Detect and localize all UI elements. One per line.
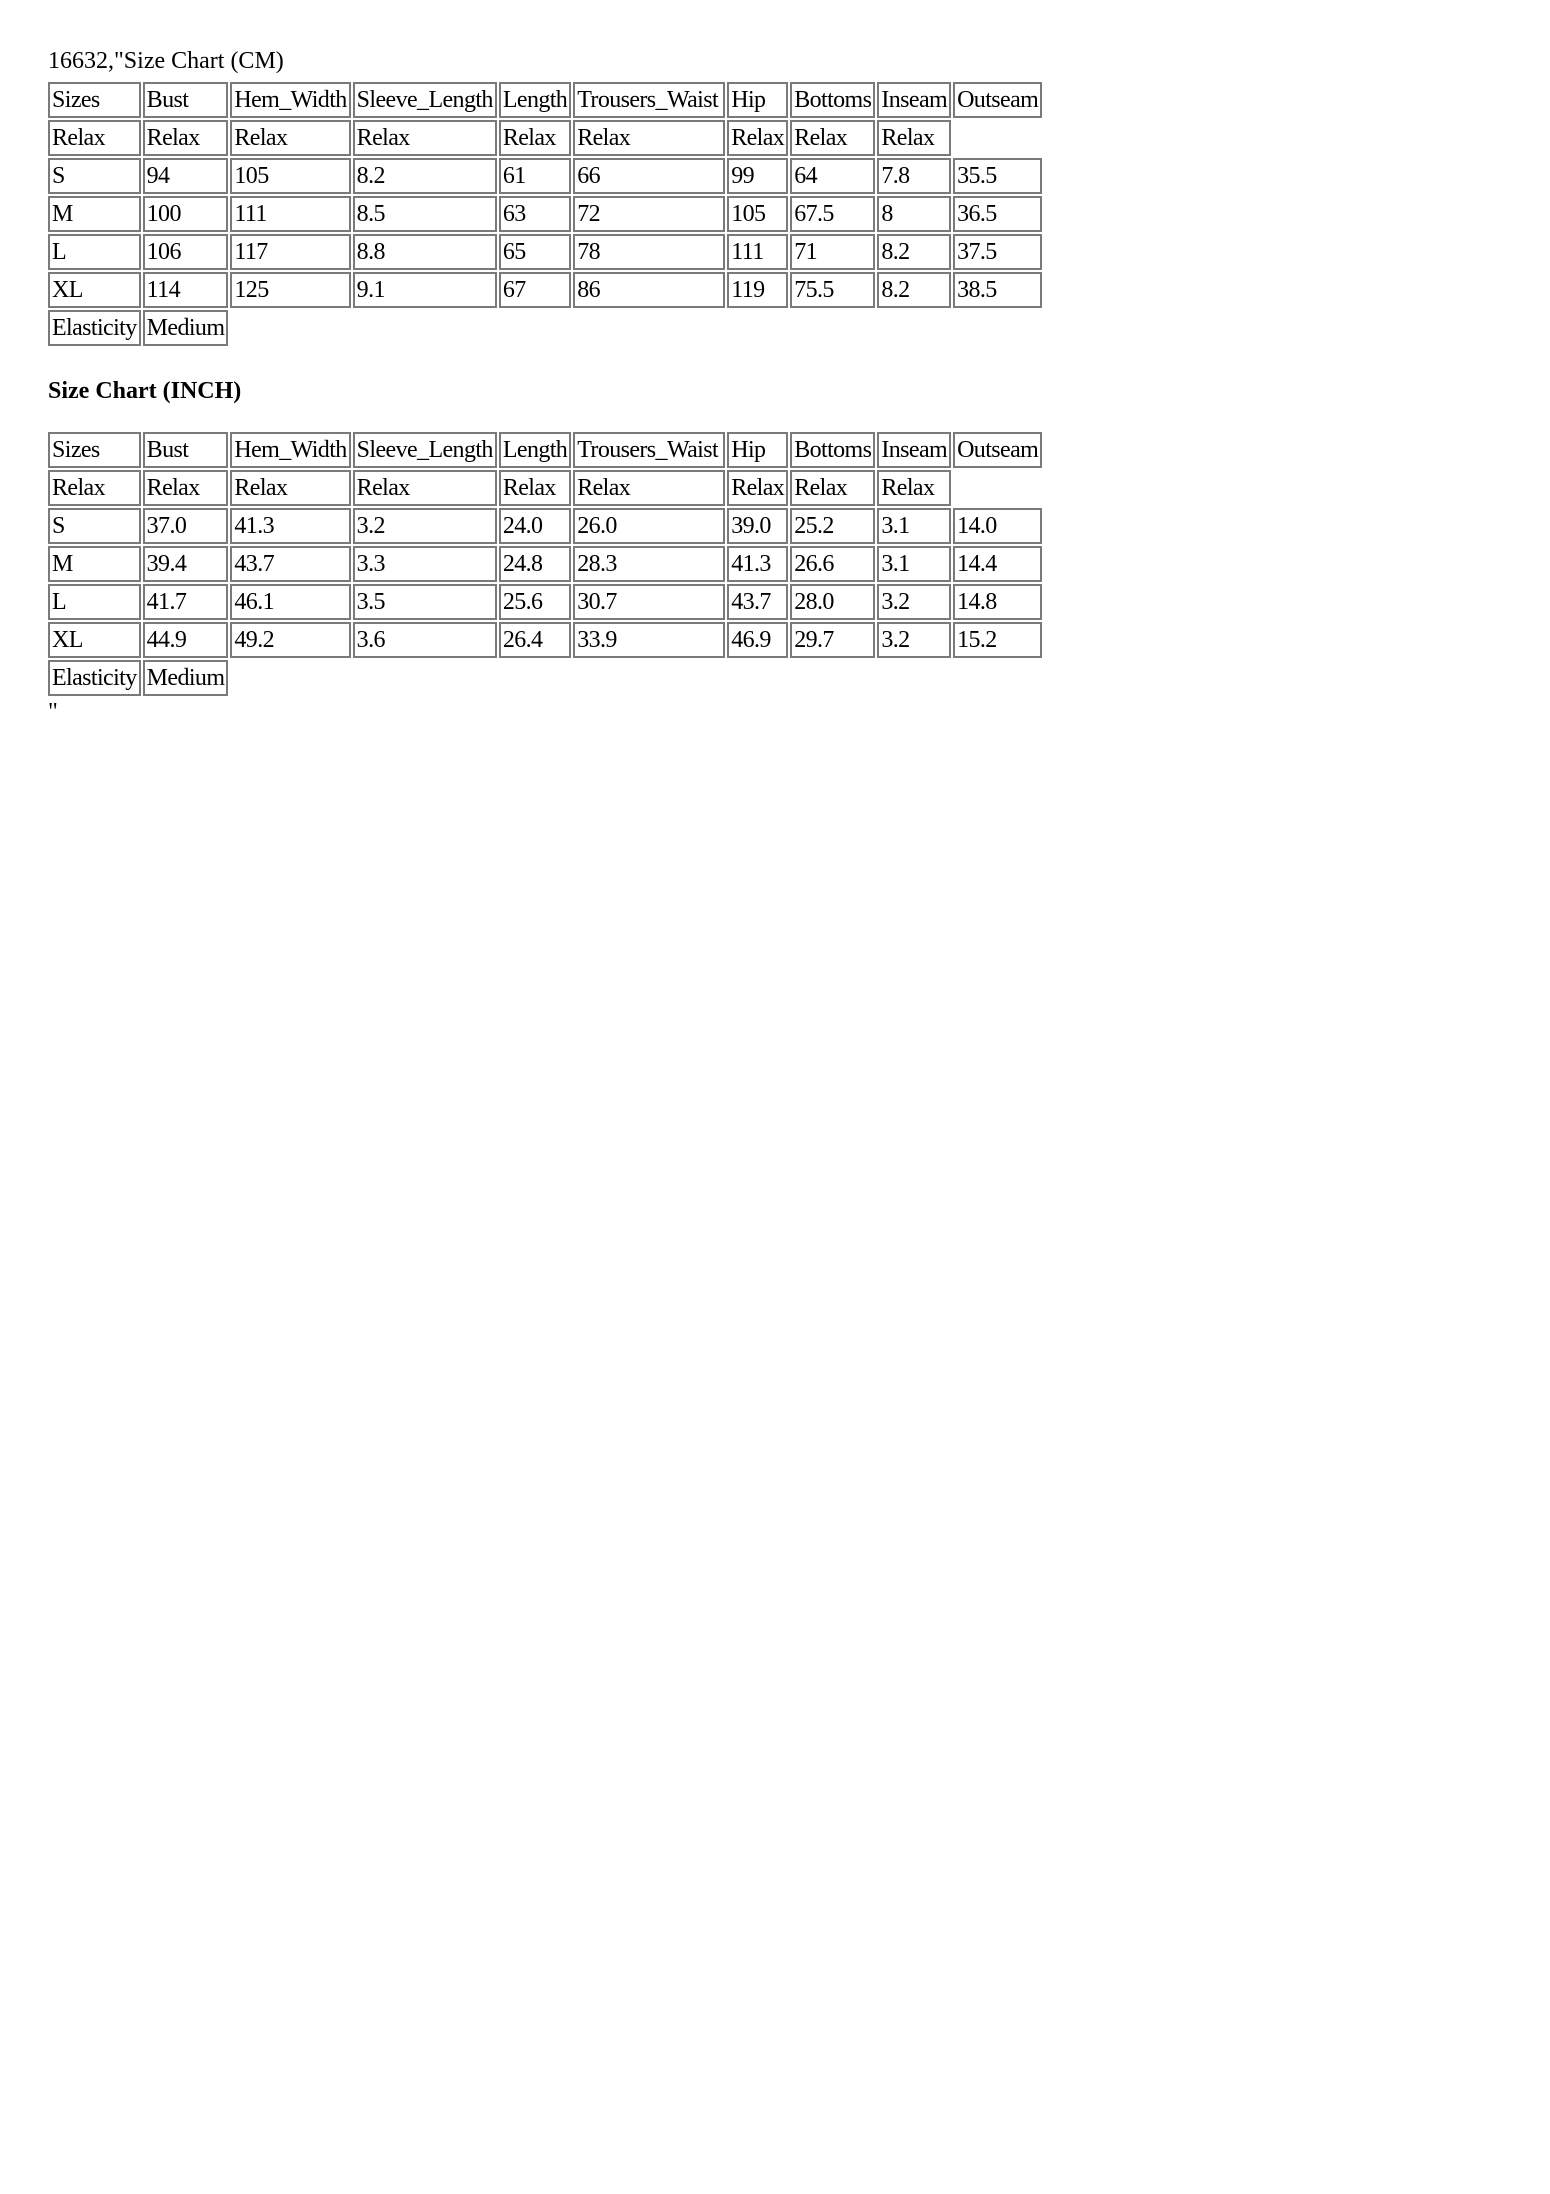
- value-cell: 8.2: [877, 272, 951, 308]
- value-cell: 67.5: [790, 196, 875, 232]
- value-cell: 29.7: [790, 622, 875, 658]
- header-cell: Inseam: [877, 82, 951, 118]
- value-cell: 7.8: [877, 158, 951, 194]
- table-row: [48, 584, 1042, 620]
- relax-row: [48, 470, 1042, 506]
- size-label-cell: XL: [48, 272, 141, 308]
- relax-cell: Relax: [877, 120, 951, 156]
- value-cell: 26.0: [573, 508, 725, 544]
- elasticity-value-cell: Medium: [143, 660, 229, 696]
- size-label-cell: S: [48, 158, 141, 194]
- value-cell: 43.7: [727, 584, 788, 620]
- relax-cell: Relax: [48, 120, 141, 156]
- value-cell: 35.5: [953, 158, 1042, 194]
- value-cell: 30.7: [573, 584, 725, 620]
- header-cell: Length: [499, 82, 571, 118]
- value-cell: 41.3: [230, 508, 350, 544]
- relax-cell: Relax: [790, 470, 875, 506]
- value-cell: 25.6: [499, 584, 571, 620]
- header-cell: Hip: [727, 82, 788, 118]
- elasticity-row: [48, 310, 1042, 346]
- empty-cell: [953, 120, 1042, 156]
- header-row: [48, 432, 1042, 468]
- empty-cell: [953, 470, 1042, 506]
- size-label-cell: M: [48, 546, 141, 582]
- value-cell: 3.6: [353, 622, 497, 658]
- value-cell: 99: [727, 158, 788, 194]
- table-row: [48, 508, 1042, 544]
- value-cell: 105: [727, 196, 788, 232]
- value-cell: 46.1: [230, 584, 350, 620]
- value-cell: 14.4: [953, 546, 1042, 582]
- value-cell: 67: [499, 272, 571, 308]
- header-cell: Sizes: [48, 432, 141, 468]
- value-cell: 33.9: [573, 622, 725, 658]
- value-cell: 3.2: [353, 508, 497, 544]
- value-cell: 94: [143, 158, 229, 194]
- value-cell: 36.5: [953, 196, 1042, 232]
- value-cell: 28.0: [790, 584, 875, 620]
- header-cell: Bust: [143, 82, 229, 118]
- value-cell: 8.8: [353, 234, 497, 270]
- value-cell: 8.5: [353, 196, 497, 232]
- value-cell: 37.5: [953, 234, 1042, 270]
- relax-cell: Relax: [143, 120, 229, 156]
- value-cell: 3.1: [877, 546, 951, 582]
- intro-text: 16632,"Size Chart (CM): [48, 48, 284, 74]
- size-chart-inch-body: [48, 432, 1042, 696]
- size-label-cell: M: [48, 196, 141, 232]
- value-cell: 86: [573, 272, 725, 308]
- header-cell: Sleeve_Length: [353, 82, 497, 118]
- relax-cell: Relax: [353, 120, 497, 156]
- value-cell: 3.2: [877, 584, 951, 620]
- size-chart-cm-body: [48, 82, 1042, 346]
- relax-cell: Relax: [143, 470, 229, 506]
- value-cell: 61: [499, 158, 571, 194]
- elasticity-label-cell: Elasticity: [48, 310, 141, 346]
- relax-cell: Relax: [573, 470, 725, 506]
- value-cell: 125: [230, 272, 350, 308]
- header-cell: Bust: [143, 432, 229, 468]
- value-cell: 26.6: [790, 546, 875, 582]
- header-cell: Trousers_Waist: [573, 432, 725, 468]
- header-cell: Hem_Width: [230, 432, 350, 468]
- elasticity-row: [48, 660, 1042, 696]
- value-cell: 8.2: [353, 158, 497, 194]
- value-cell: 66: [573, 158, 725, 194]
- value-cell: 3.2: [877, 622, 951, 658]
- header-cell: Inseam: [877, 432, 951, 468]
- value-cell: 75.5: [790, 272, 875, 308]
- value-cell: 39.4: [143, 546, 229, 582]
- value-cell: 8.2: [877, 234, 951, 270]
- header-cell: Sleeve_Length: [353, 432, 497, 468]
- value-cell: 37.0: [143, 508, 229, 544]
- relax-cell: Relax: [573, 120, 725, 156]
- relax-cell: Relax: [877, 470, 951, 506]
- value-cell: 114: [143, 272, 229, 308]
- value-cell: 24.8: [499, 546, 571, 582]
- relax-cell: Relax: [727, 120, 788, 156]
- table-row: [48, 272, 1042, 308]
- header-cell: Outseam: [953, 432, 1042, 468]
- relax-cell: Relax: [48, 470, 141, 506]
- value-cell: 111: [727, 234, 788, 270]
- size-label-cell: S: [48, 508, 141, 544]
- value-cell: 71: [790, 234, 875, 270]
- value-cell: 3.3: [353, 546, 497, 582]
- relax-row: [48, 120, 1042, 156]
- header-cell: Bottoms: [790, 82, 875, 118]
- relax-cell: Relax: [790, 120, 875, 156]
- header-cell: Length: [499, 432, 571, 468]
- value-cell: 119: [727, 272, 788, 308]
- value-cell: 63: [499, 196, 571, 232]
- value-cell: 65: [499, 234, 571, 270]
- value-cell: 117: [230, 234, 350, 270]
- size-chart-cm-table: [46, 80, 1044, 348]
- relax-cell: Relax: [499, 470, 571, 506]
- table-row: [48, 158, 1042, 194]
- value-cell: 15.2: [953, 622, 1042, 658]
- relax-cell: Relax: [230, 120, 350, 156]
- value-cell: 41.3: [727, 546, 788, 582]
- relax-cell: Relax: [353, 470, 497, 506]
- header-cell: Outseam: [953, 82, 1042, 118]
- value-cell: 100: [143, 196, 229, 232]
- value-cell: 8: [877, 196, 951, 232]
- relax-cell: Relax: [499, 120, 571, 156]
- header-cell: Trousers_Waist: [573, 82, 725, 118]
- value-cell: 28.3: [573, 546, 725, 582]
- value-cell: 3.1: [877, 508, 951, 544]
- elasticity-label-cell: Elasticity: [48, 660, 141, 696]
- value-cell: 46.9: [727, 622, 788, 658]
- table-row: [48, 234, 1042, 270]
- value-cell: 3.5: [353, 584, 497, 620]
- value-cell: 49.2: [230, 622, 350, 658]
- value-cell: 38.5: [953, 272, 1042, 308]
- document-page: [46, 44, 1044, 725]
- header-cell: Hem_Width: [230, 82, 350, 118]
- value-cell: 44.9: [143, 622, 229, 658]
- value-cell: 43.7: [230, 546, 350, 582]
- value-cell: 41.7: [143, 584, 229, 620]
- value-cell: 24.0: [499, 508, 571, 544]
- value-cell: 14.8: [953, 584, 1042, 620]
- value-cell: 111: [230, 196, 350, 232]
- inch-table-heading: Size Chart (INCH): [48, 378, 242, 404]
- value-cell: 25.2: [790, 508, 875, 544]
- header-cell: Bottoms: [790, 432, 875, 468]
- value-cell: 26.4: [499, 622, 571, 658]
- table-row: [48, 546, 1042, 582]
- size-chart-inch-table: [46, 430, 1044, 698]
- value-cell: 72: [573, 196, 725, 232]
- value-cell: 9.1: [353, 272, 497, 308]
- size-label-cell: XL: [48, 622, 141, 658]
- header-cell: Sizes: [48, 82, 141, 118]
- header-cell: Hip: [727, 432, 788, 468]
- elasticity-value-cell: Medium: [143, 310, 229, 346]
- value-cell: 39.0: [727, 508, 788, 544]
- value-cell: 78: [573, 234, 725, 270]
- header-row: [48, 82, 1042, 118]
- value-cell: 64: [790, 158, 875, 194]
- value-cell: 105: [230, 158, 350, 194]
- table-row: [48, 622, 1042, 658]
- relax-cell: Relax: [230, 470, 350, 506]
- size-label-cell: L: [48, 234, 141, 270]
- relax-cell: Relax: [727, 470, 788, 506]
- value-cell: 14.0: [953, 508, 1042, 544]
- closing-quote-text: ": [48, 699, 58, 725]
- value-cell: 106: [143, 234, 229, 270]
- size-label-cell: L: [48, 584, 141, 620]
- table-row: [48, 196, 1042, 232]
